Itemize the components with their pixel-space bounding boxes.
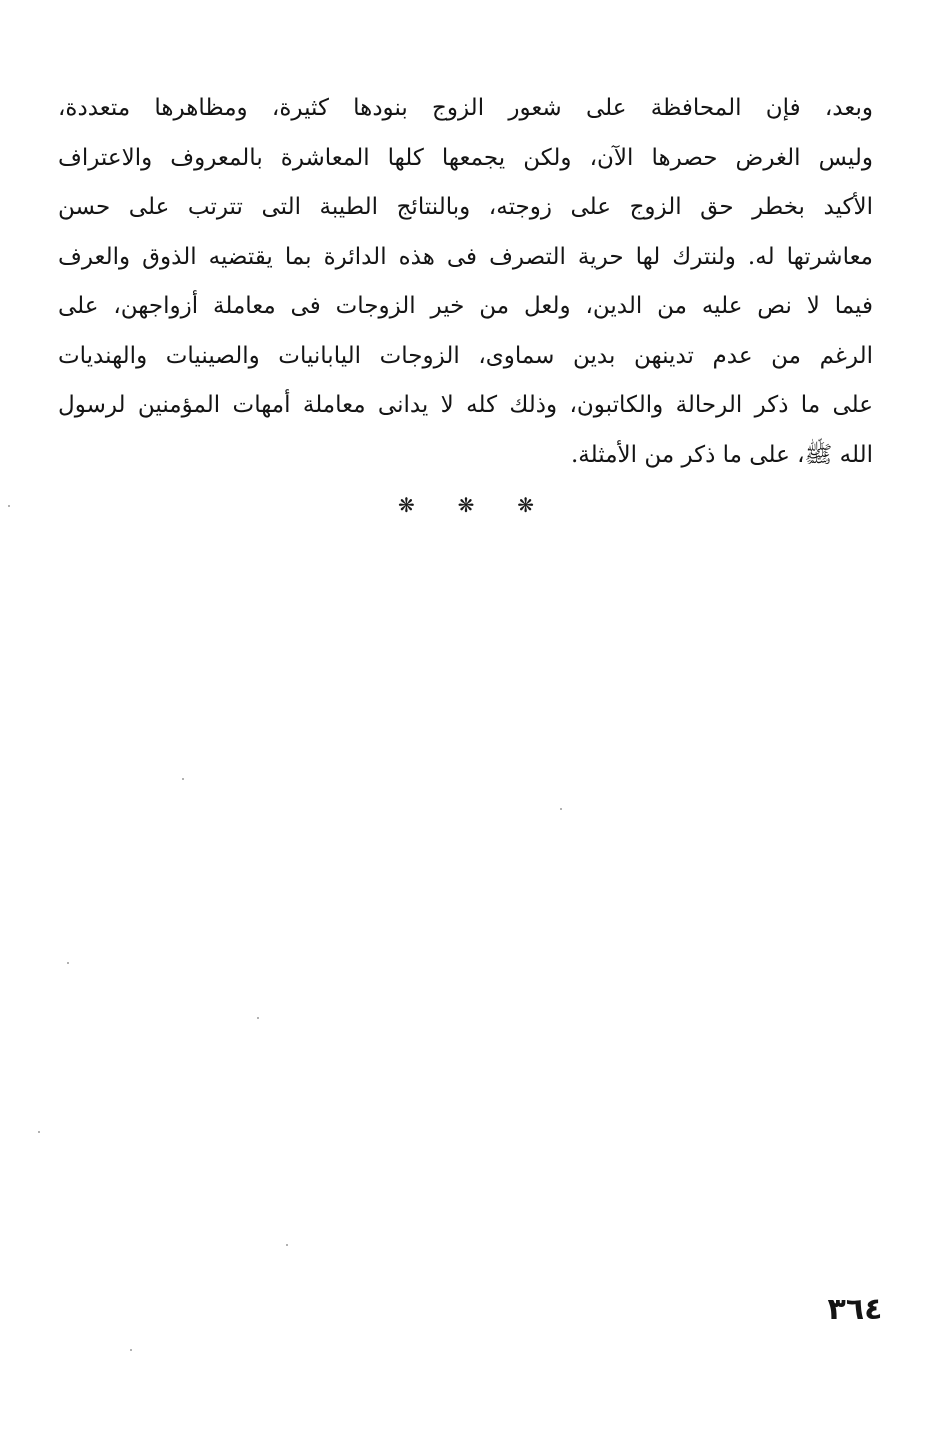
paragraph-line-8: الله ﷺ، على ما ذكر من الأمثلة. bbox=[571, 441, 873, 468]
asterism-star-icon: ❋ bbox=[457, 493, 475, 517]
paragraph-line-6: الرغم من عدم تدينهن بدين سماوى، الزوجات اليابانيات والصينيات والهنديات bbox=[58, 342, 873, 369]
asterism-star-icon: ❋ bbox=[517, 493, 534, 517]
asterism-star-icon: ❋ bbox=[398, 493, 415, 517]
scan-speck bbox=[8, 505, 10, 507]
paragraph-line-2: وليس الغرض حصرها الآن، ولكن يجمعها كلها المعاشرة بالمعروف والاعتراف bbox=[58, 144, 873, 171]
scan-speck bbox=[182, 778, 184, 780]
scan-speck bbox=[130, 1349, 132, 1351]
scan-speck bbox=[257, 1017, 259, 1019]
scan-speck bbox=[38, 1131, 40, 1133]
paragraph-line-7: على ما ذكر الرحالة والكاتبون، وذلك كله لا يدانى معاملة أمهات المؤمنين لرسول bbox=[58, 392, 873, 418]
page-number: ٣٦٤ bbox=[827, 1292, 883, 1327]
paragraph-line-5: فيما لا نص عليه من الدين، ولعل من خير الزوجات فى معاملة أزواجهن، على bbox=[58, 293, 873, 319]
paragraph-line-3: الأكيد بخطر حق الزوج على زوجته، وبالنتائج الطيبة التى تترتب على حسن bbox=[58, 194, 873, 220]
scan-speck bbox=[286, 1244, 288, 1246]
paragraph-line-4: معاشرتها له. ولنترك لها حرية التصرف فى هذه الدائرة بما يقتضيه الذوق والعرف bbox=[58, 243, 873, 270]
scan-speck bbox=[67, 962, 69, 964]
body-paragraph bbox=[58, 84, 873, 480]
scan-speck bbox=[560, 808, 562, 810]
section-separator bbox=[398, 490, 534, 520]
paragraph-line-1: وبعد، فإن المحافظة على شعور الزوج بنودها كثيرة، ومظاهرها متعددة، bbox=[58, 95, 873, 121]
